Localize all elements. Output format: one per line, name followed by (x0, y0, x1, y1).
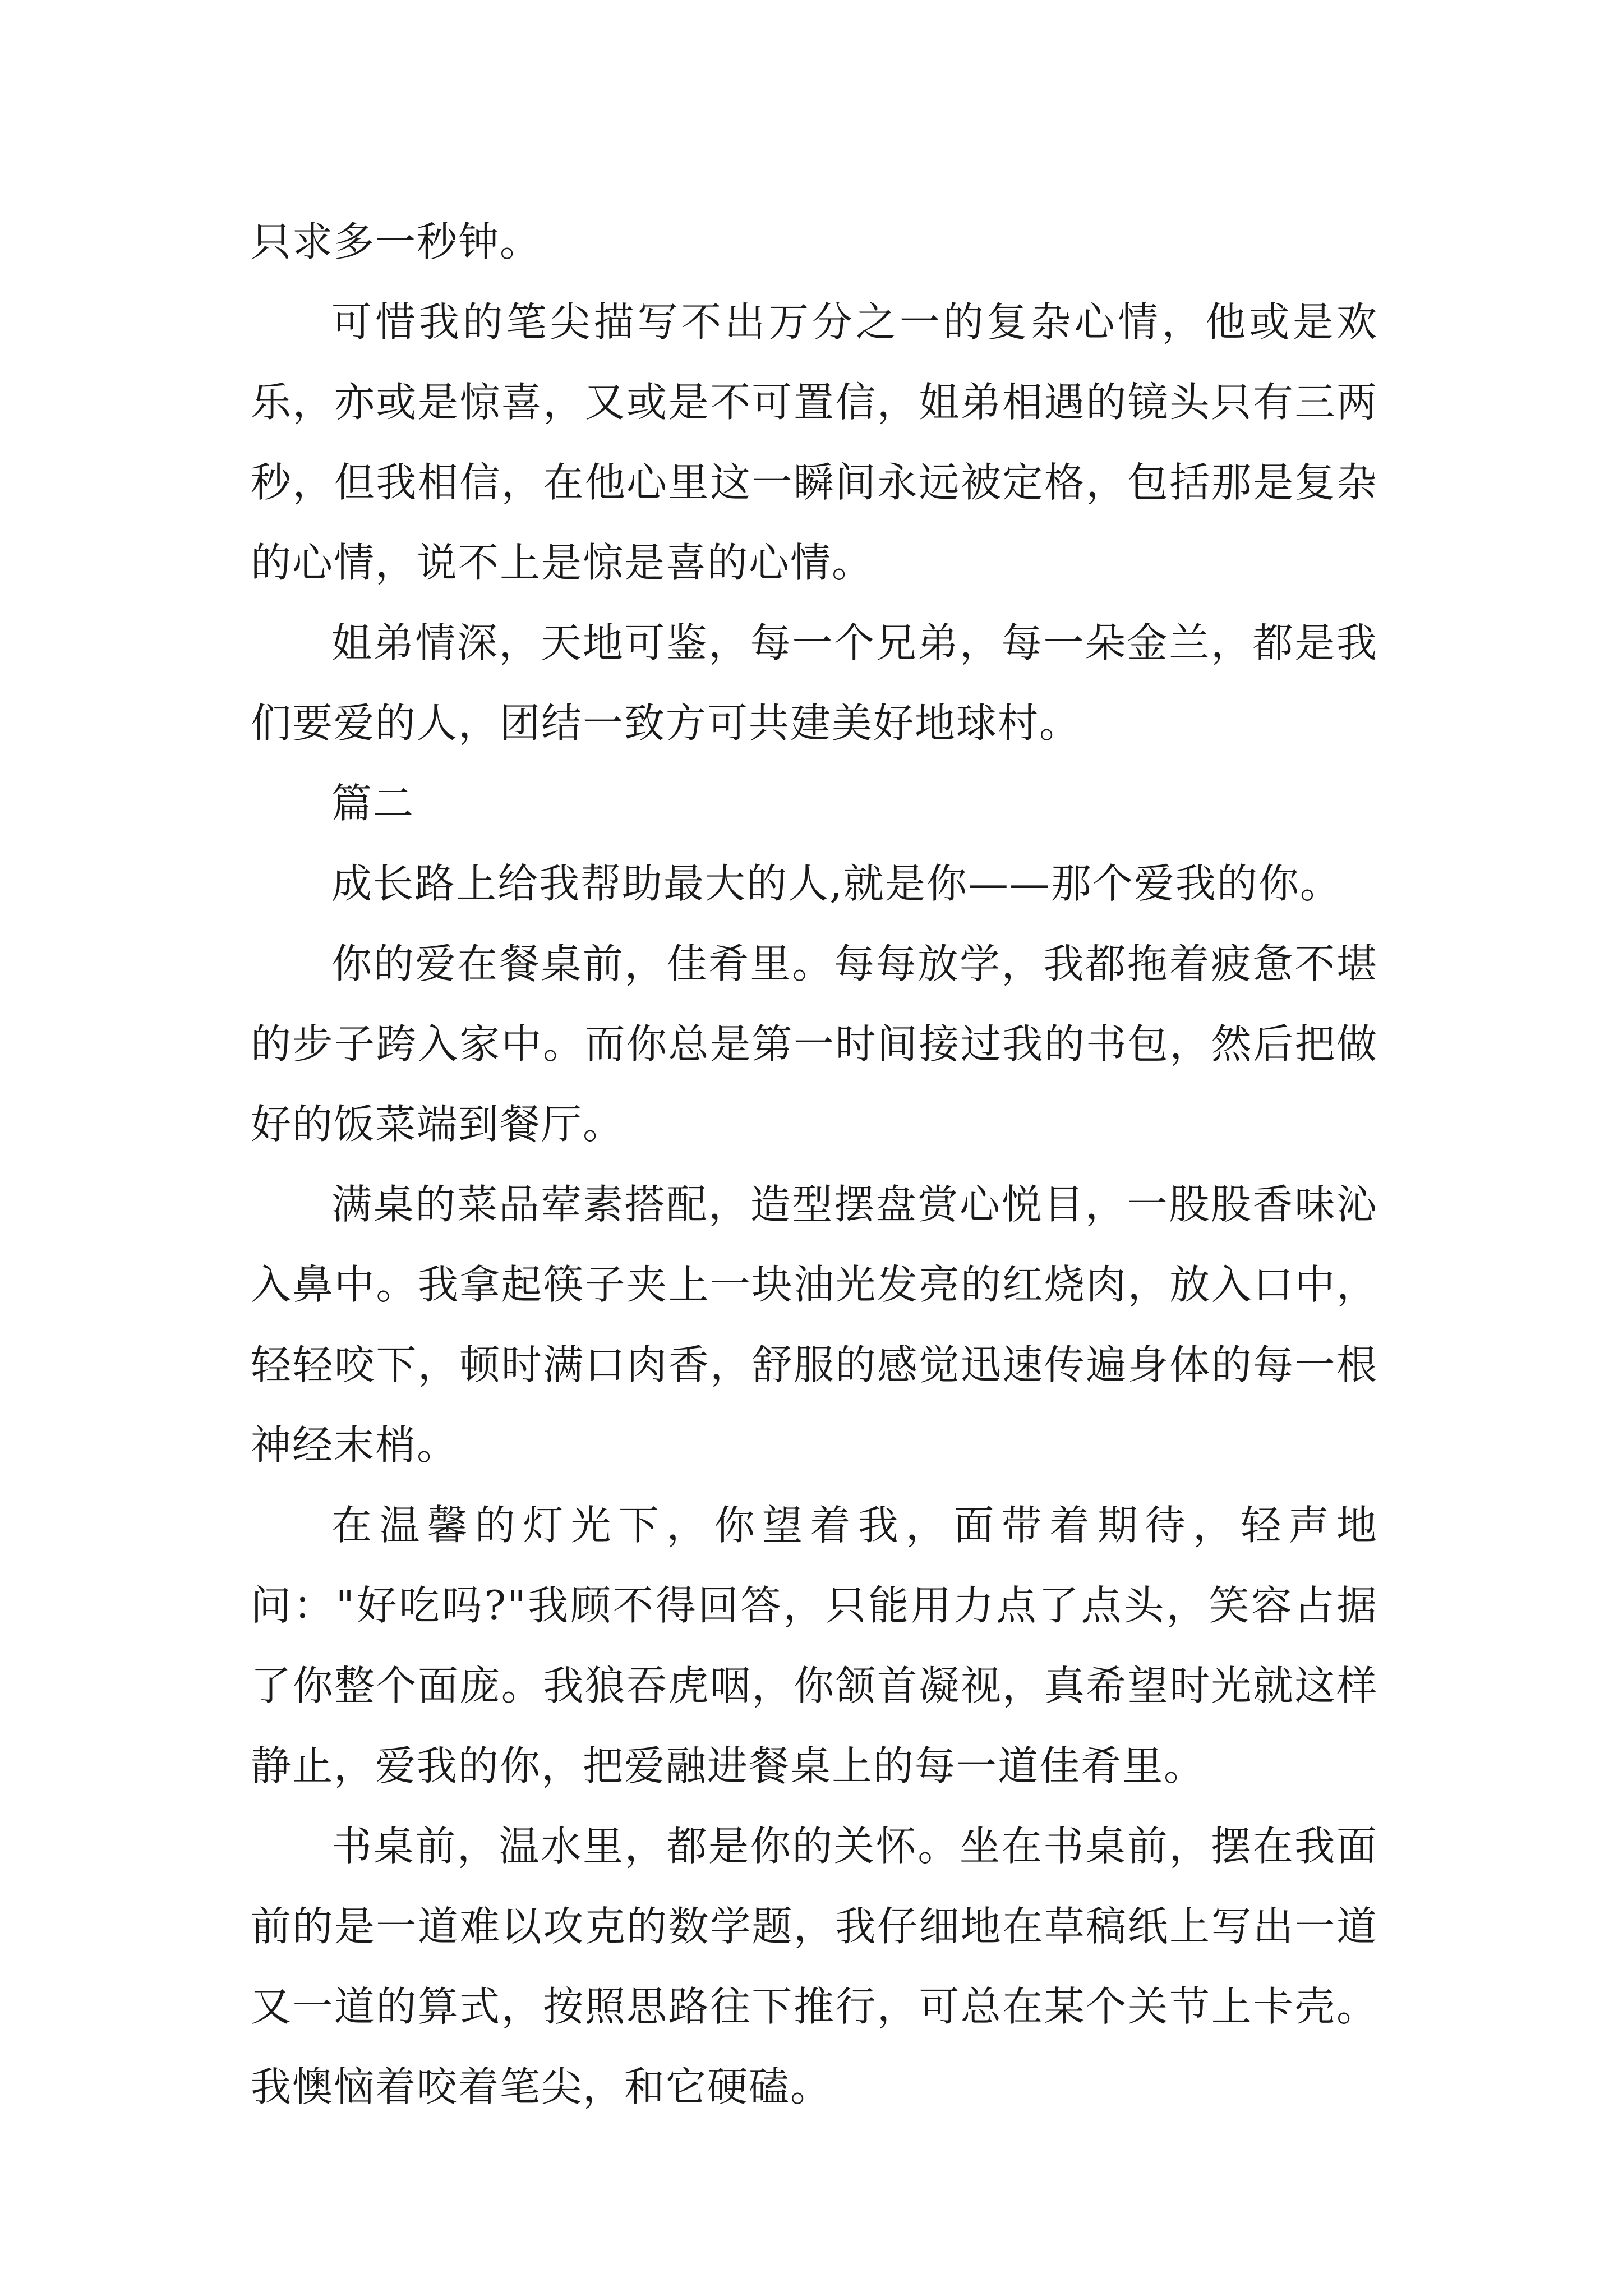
paragraph-continuation: 只求多一秒钟。 (251, 218, 542, 265)
paragraph: 可惜我的笔尖描写不出万分之一的复杂心情，他或是欢乐，亦或是惊喜，又或是不可置信，姐弟相遇的镜头只有三两秒，但我相信，在他心里这一瞬间永远被定格，包括那是复杂的心情，说不上是惊是喜的心情。 (251, 298, 1378, 586)
paragraph: 成长路上给我帮助最大的人,就是你——那个爱我的你。 (331, 860, 1341, 907)
paragraph: 在温馨的灯光下，你望着我，面带着期待，轻声地问："好吃吗?"我顾不得回答，只能用力点了点头，笑容占据了你整个面庞。我狼吞虎咽，你颔首凝视，真希望时光就这样静止，爱我的你，把爱融进餐桌上的每一道佳肴里。 (251, 1502, 1378, 1789)
body-text (251, 202, 1378, 2127)
paragraph: 满桌的菜品荤素搭配，造型摆盘赏心悦目，一股股香味沁入鼻中。我拿起筷子夹上一块油光发亮的红烧肉，放入口中，轻轻咬下，顿时满口肉香，舒服的感觉迅速传遍身体的每一根神经末梢。 (251, 1181, 1378, 1469)
paragraph: 姐弟情深，天地可鉴，每一个兄弟，每一朵金兰，都是我们要爱的人，团结一致方可共建美好地球村。 (251, 619, 1378, 747)
paragraph: 书桌前，温水里，都是你的关怀。坐在书桌前，摆在我面前的是一道难以攻克的数学题，我仔细地在草稿纸上写出一道又一道的算式，按照思路往下推行，可总在某个关节上卡壳。我懊恼着咬着笔尖，和它硬磕。 (251, 1823, 1378, 2110)
paragraph: 你的爱在餐桌前，佳肴里。每每放学，我都拖着疲惫不堪的步子跨入家中。而你总是第一时间接过我的书包，然后把做好的饭菜端到餐厅。 (251, 940, 1378, 1148)
section-heading: 篇二 (331, 780, 415, 827)
